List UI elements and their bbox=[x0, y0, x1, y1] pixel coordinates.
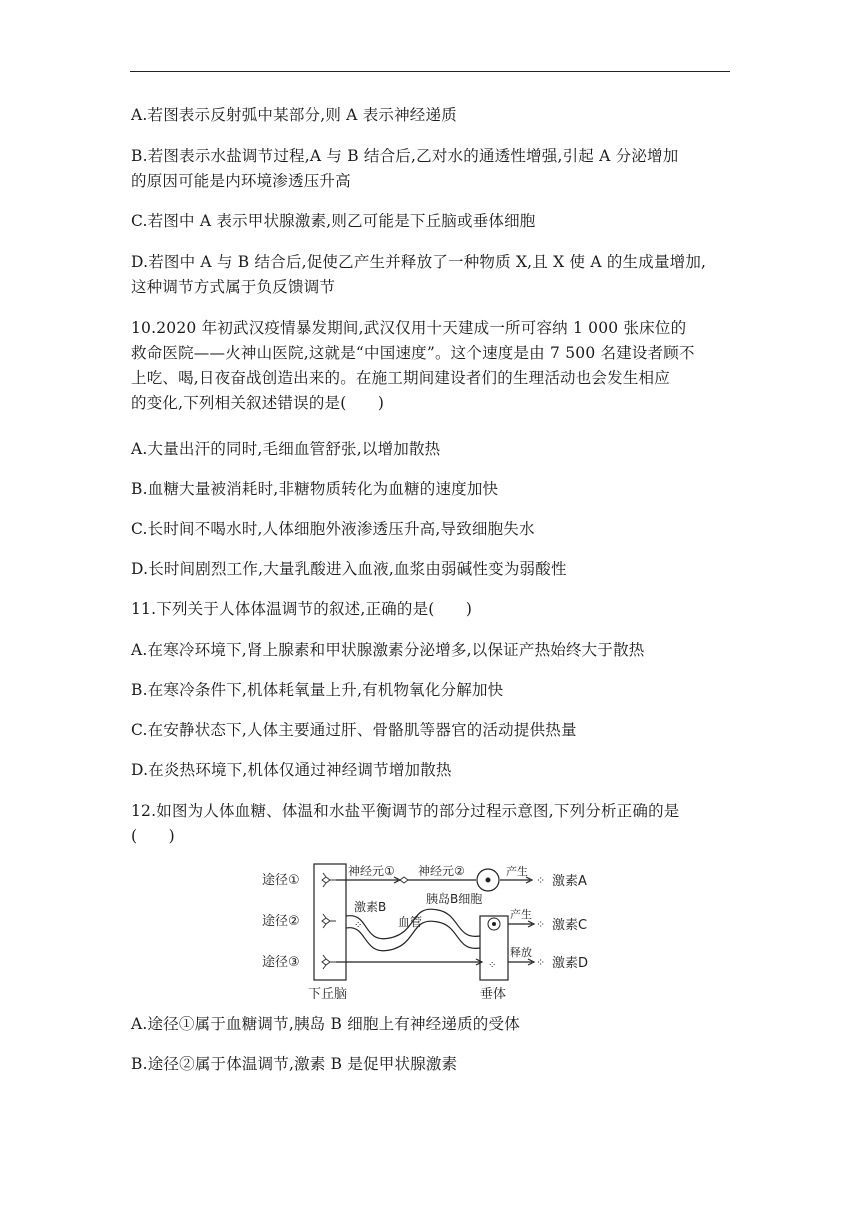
option-d-9-line2: 这种调节方式属于负反馈调节 bbox=[131, 278, 336, 296]
neuron1-label: 神经元① bbox=[348, 864, 395, 878]
option-d-10: D.长时间剧烈工作,大量乳酸进入血液,血浆由弱碱性变为弱酸性 bbox=[131, 560, 567, 578]
option-a-10: A.大量出汗的同时,毛细血管舒张,以增加散热 bbox=[131, 440, 441, 458]
question-10-line4: 的变化,下列相关叙述错误的是( ) bbox=[131, 394, 385, 412]
pituitary-label: 垂体 bbox=[480, 987, 507, 1002]
produce2-label: 产生 bbox=[510, 908, 532, 921]
question-11: 11.下列关于人体体温调节的叙述,正确的是( ) bbox=[131, 600, 473, 618]
header-rule bbox=[130, 71, 730, 72]
option-c-10: C.长时间不喝水时,人体细胞外液渗透压升高,导致细胞失水 bbox=[131, 520, 535, 538]
option-d-11: D.在炎热环境下,机体仅通过神经调节增加散热 bbox=[131, 761, 452, 779]
hypothalamus-label: 下丘脑 bbox=[308, 987, 348, 1002]
hormone-a-dots: ⁘ bbox=[536, 874, 546, 887]
produce1-label: 产生 bbox=[506, 865, 528, 878]
path1-label: 途径① bbox=[262, 873, 300, 888]
release-dots: ⁘ bbox=[488, 960, 497, 971]
regulation-diagram bbox=[250, 858, 610, 1004]
option-a-12: A.途径①属于血糖调节,胰岛 B 细胞上有神经递质的受体 bbox=[131, 1015, 520, 1033]
hormone-c-dots: ⁘ bbox=[536, 918, 546, 931]
option-b-9-line2: 的原因可能是内环境渗透压升高 bbox=[131, 172, 351, 190]
hormone-d-label: 激素D bbox=[552, 956, 589, 971]
hormone-d-dots: ⁘ bbox=[536, 956, 546, 969]
hormone-c-label: 激素C bbox=[552, 918, 588, 933]
vessel-label: 血管 bbox=[398, 915, 423, 929]
question-10-line1: 10.2020 年初武汉疫情暴发期间,武汉仅用十天建成一所可容纳 1 000 张床位的 bbox=[131, 319, 687, 337]
option-a-11: A.在寒冷环境下,肾上腺素和甲状腺激素分泌增多,以保证产热始终大于散热 bbox=[131, 641, 645, 659]
hormone-b-dots: ⁘ bbox=[354, 920, 363, 931]
option-a-9: A.若图表示反射弧中某部分,则 A 表示神经递质 bbox=[131, 106, 457, 124]
islet-label: 胰岛B细胞 bbox=[426, 892, 483, 906]
question-10-line2: 救命医院——火神山医院,这就是“中国速度”。这个速度是由 7 500 名建设者顾不 bbox=[131, 344, 695, 362]
path3-label: 途径③ bbox=[262, 955, 300, 970]
neuron2-label: 神经元② bbox=[418, 864, 465, 878]
path2-label: 途径② bbox=[262, 914, 300, 929]
option-b-9-line1: B.若图表示水盐调节过程,A 与 B 结合后,乙对水的通透性增强,引起 A 分泌增加 bbox=[131, 147, 679, 165]
option-b-10: B.血糖大量被消耗时,非糖物质转化为血糖的速度加快 bbox=[131, 480, 499, 498]
option-b-11: B.在寒冷条件下,机体耗氧量上升,有机物氧化分解加快 bbox=[131, 681, 504, 699]
release-label: 释放 bbox=[510, 946, 532, 959]
question-12-line2: ( ) bbox=[131, 827, 175, 845]
option-c-9: C.若图中 A 表示甲状腺激素,则乙可能是下丘脑或垂体细胞 bbox=[131, 212, 536, 230]
option-c-11: C.在安静状态下,人体主要通过肝、骨骼肌等器官的活动提供热量 bbox=[131, 721, 577, 739]
hormone-a-label: 激素A bbox=[552, 874, 587, 889]
hormone-b-label: 激素B bbox=[354, 900, 387, 914]
option-d-9-line1: D.若图中 A 与 B 结合后,促使乙产生并释放了一种物质 X,且 X 使 A 的生成量增加, bbox=[131, 253, 707, 271]
option-b-12: B.途径②属于体温调节,激素 B 是促甲状腺激素 bbox=[131, 1055, 458, 1073]
question-12-line1: 12.如图为人体血糖、体温和水盐平衡调节的部分过程示意图,下列分析正确的是 bbox=[131, 802, 680, 820]
question-10-line3: 上吃、喝,日夜奋战创造出来的。在施工期间建设者们的生理活动也会发生相应 bbox=[131, 369, 670, 387]
